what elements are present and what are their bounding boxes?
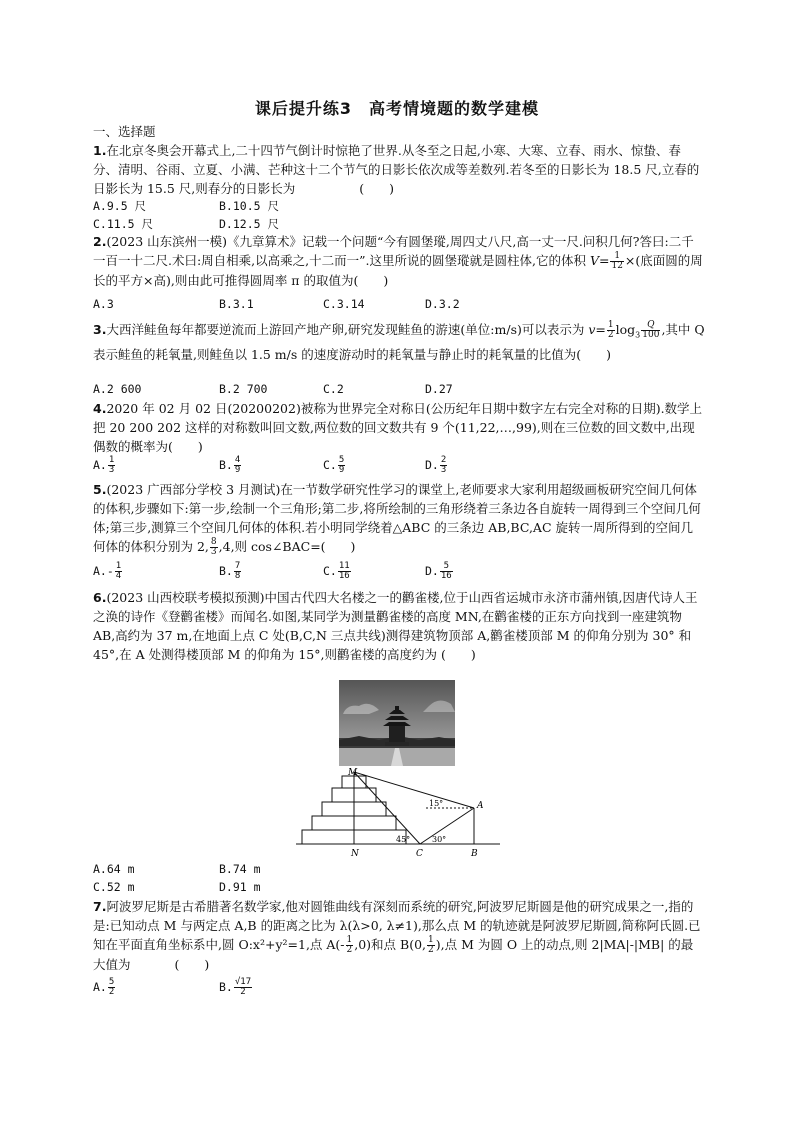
question-number: 2. [93, 234, 107, 249]
geometry-diagram [296, 766, 506, 862]
fraction: $\frac{1}{2}$ [607, 320, 614, 340]
question-number: 7. [93, 899, 107, 914]
question-4 [93, 399, 705, 456]
angle-45: 45° [396, 835, 411, 844]
option-b[interactable]: B.74 m [219, 862, 261, 876]
formula-log: log [615, 322, 636, 337]
option-a[interactable]: A.- $\frac{1}{4}$ [93, 561, 122, 581]
label-a: A [477, 801, 484, 811]
page-title: 课后提升练3 高考情境题的数学建模 [254, 99, 540, 118]
option-b[interactable]: B. $\frac{4}{9}$ [219, 455, 241, 475]
option-c[interactable]: C.52 m [93, 880, 135, 894]
fraction: $\frac{8}{3}$ [210, 537, 217, 557]
question-7 [93, 897, 705, 974]
option-b[interactable]: B.3.1 [219, 297, 254, 311]
question-text: 2020 年 02 月 02 日(20200202)被称为世界完全对称日(公历纪年日期中数字左右完全对称的日期).数学上把 20 200 202 这样的对称数叫回文数,两位数的回文数共有 9 个(11,22,…,99),则在三位数的回文数中,出现偶数的概率为( ) [93, 401, 703, 454]
option-d[interactable]: D.91 m [219, 880, 261, 894]
label-n: N [351, 849, 359, 859]
option-c[interactable]: C.2 [323, 382, 344, 396]
question-1-options [93, 197, 705, 233]
option-b[interactable]: B.2 700 [219, 382, 268, 396]
label-b: B [471, 849, 478, 859]
tower-photo [339, 680, 455, 766]
question-6 [93, 588, 705, 664]
question-4-options [93, 456, 705, 480]
question-5 [93, 480, 705, 557]
question-3-options [93, 380, 705, 398]
question-text: (2023 广西部分学校 3 月测试)在一节数学研究性学习的课堂上,老师要求大家利用超级画板研究空间几何体的体积,步骤如下:第一步,绘制一个三角形;第二步,将所绘制的三角形绕着三条边各自旋转一周得到三个空间几何体;第三步,测算三个空间几何体的体积.若小明同学绕着△ABC 的三条边 AB,BC,AC 旋转一周所得到的空间几何体的体积分别为 2, [93, 482, 701, 554]
fraction: $\frac{1}{12}$ [611, 251, 623, 271]
question-number: 1. [93, 143, 107, 158]
question-5-options [93, 562, 705, 586]
question-1 [93, 141, 705, 198]
label-m: M [348, 768, 358, 778]
label-c: C [416, 849, 423, 859]
question-text-cont: ,4,则 cos∠BAC=( ) [218, 539, 356, 554]
option-b[interactable]: B. $\frac{7}{8}$ [219, 561, 241, 581]
question-3 [93, 320, 705, 364]
option-b[interactable]: B.10.5 尺 [219, 199, 279, 213]
question-text: (2023 山西校联考模拟预测)中国古代四大名楼之一的鹳雀楼,位于山西省运城市永济市蒲州镇,因唐代诗人王之涣的诗作《登鹳雀楼》而闻名.如图,某同学为测量鹳雀楼的高度 MN,在鹳雀楼的正东方向找到一座建筑物 AB,高约为 37 m,在地面上点 C 处(B,C,N 三点共线)测得建筑物顶部 A,鹳雀楼顶部 M 的仰角分别为 30° 和 45°,在 A 处测得楼顶部 M 的仰角为 15°,则鹳雀楼的高度约为 [93, 590, 698, 662]
formula-v: v= [588, 322, 606, 337]
fraction: $\frac{1}{2}$ [428, 935, 434, 955]
section-heading: 一、选择题 [93, 124, 156, 139]
answer-blank: ( ) [440, 647, 476, 662]
option-c[interactable]: C.3.14 [323, 297, 365, 311]
question-text-cont: ,0)和点 B(0, [354, 937, 427, 952]
option-c[interactable]: C.11.5 尺 [93, 217, 153, 231]
option-a[interactable]: A.2 600 [93, 382, 142, 396]
angle-30: 30° [432, 835, 447, 844]
question-number: 6. [93, 590, 107, 605]
option-b[interactable]: B. $\frac{√17}{2}$ [219, 977, 252, 997]
option-a[interactable]: A.9.5 尺 [93, 199, 147, 213]
question-number: 3. [93, 322, 107, 337]
question-2-options [93, 295, 705, 313]
question-6-options [93, 860, 705, 896]
option-d[interactable]: D.12.5 尺 [219, 217, 279, 231]
question-text-cont: ×(底面圆的周长的平方×高),则由此可推得圆周率 π 的取值为( ) [93, 253, 703, 288]
answer-blank: ( ) [359, 181, 395, 196]
question-text: (2023 山东滨州一模)《九章算术》记载一个问题“今有圆堡瑽,周四丈八尺,高一丈一尺.问积几何?答曰:二千一百一十二尺.术曰:周自相乘,以高乘之,十二而一”.这里所说的圆堡瑽就是圆柱体,它的体积 [93, 234, 694, 268]
formula-v: V= [589, 253, 610, 268]
option-d[interactable]: D.27 [425, 382, 453, 396]
option-a[interactable]: A. $\frac{1}{3}$ [93, 455, 115, 475]
question-text-cont2: ),点 M 为圆 O 上的动点,则 2|MA|-|MB| 的最大值为 [93, 937, 694, 972]
answer-blank: ( ) [174, 957, 210, 972]
question-number: 5. [93, 482, 107, 497]
question-text: 在北京冬奥会开幕式上,二十四节气倒计时惊艳了世界.从冬至之日起,小寒、大寒、立春、雨水、惊蛰、春分、清明、谷雨、立夏、小满、芒种这十二个节气的日影长依次成等差数列.若冬至的日影长为 18.5 尺,立春的日影长为 15.5 尺,则春分的日影长为 [93, 143, 700, 196]
question-text: 阿波罗尼斯是古希腊著名数学家,他对圆锥曲线有深刻而系统的研究,阿波罗尼斯圆是他的研究成果之一,指的是:已知动点 M 与两定点 A,B 的距离之比为 λ(λ>0, λ≠1),那么点 M 的轨迹就是阿波罗尼斯圆,简称阿氏圆.已知在平面直角坐标系中,圆 O:x²+y²=1,点 A(- [93, 899, 701, 952]
option-a[interactable]: A. $\frac{5}{2}$ [93, 977, 115, 997]
option-c[interactable]: C. $\frac{11}{16}$ [323, 561, 350, 581]
option-d[interactable]: D. $\frac{5}{16}$ [425, 561, 452, 581]
option-d[interactable]: D.3.2 [425, 297, 460, 311]
angle-15: 15° [429, 799, 444, 808]
question-text-cont: ,其中 Q 表示鲑鱼的耗氧量,则鲑鱼以 1.5 m/s 的速度游动时的耗氧量与静止时的耗氧量的比值为( ) [93, 322, 705, 362]
question-text: 大西洋鲑鱼每年都要逆流而上游回产地产卵,研究发现鲑鱼的游速(单位:m/s)可以表示为 [106, 322, 589, 337]
option-d[interactable]: D. $\frac{2}{3}$ [425, 455, 447, 475]
question-2 [93, 232, 705, 290]
fraction: $\frac{Q}{100}$ [642, 320, 660, 340]
log-base: 3 [635, 330, 641, 340]
fraction: $\frac{1}{2}$ [346, 935, 353, 955]
question-number: 4. [93, 401, 107, 416]
option-a[interactable]: A.3 [93, 297, 114, 311]
question-7-options [93, 978, 705, 1004]
option-a[interactable]: A.64 m [93, 862, 135, 876]
option-c[interactable]: C. $\frac{5}{9}$ [323, 455, 345, 475]
